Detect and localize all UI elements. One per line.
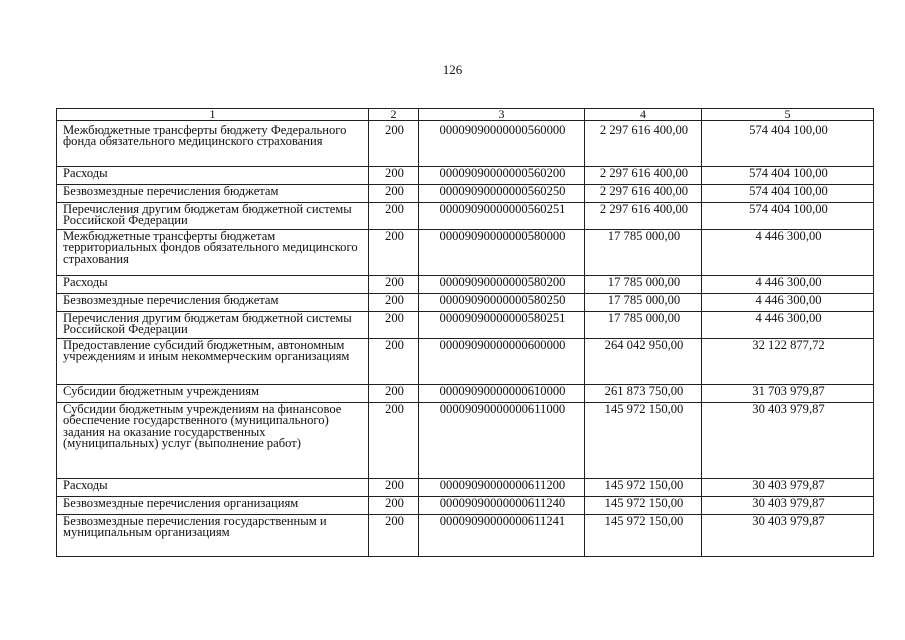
table-row [57, 121, 874, 167]
row-value-col4: 145 972 150,00 [585, 479, 702, 497]
row-csr-cell: 00009090000000611000 [419, 403, 585, 479]
row-value-col4: 145 972 150,00 [585, 515, 702, 557]
row-value-col4: 17 785 000,00 [585, 276, 702, 294]
table-row [57, 497, 874, 515]
row-code-cell: 200 [369, 403, 419, 479]
column-header: 2 [369, 109, 419, 121]
header-row [57, 109, 874, 121]
row-name-cell: Расходы [57, 276, 369, 294]
table-row [57, 185, 874, 203]
row-csr-cell: 00009090000000580250 [419, 294, 585, 312]
row-code-cell: 200 [369, 185, 419, 203]
table-row [57, 385, 874, 403]
row-value-col4: 17 785 000,00 [585, 294, 702, 312]
row-value-col5: 574 404 100,00 [702, 203, 874, 230]
row-code-cell: 200 [369, 385, 419, 403]
table-row [57, 294, 874, 312]
row-csr-cell: 00009090000000560200 [419, 167, 585, 185]
table-row [57, 403, 874, 479]
row-code-cell: 200 [369, 276, 419, 294]
table-row [57, 515, 874, 557]
row-code-cell: 200 [369, 203, 419, 230]
row-name-cell: Субсидии бюджетным учреждениям на финансовое обеспечение государственного (муниципального) задания на оказание государственных (муниципальных) услуг (выполнение работ) [57, 403, 369, 479]
row-name-cell: Субсидии бюджетным учреждениям [57, 385, 369, 403]
row-csr-cell: 00009090000000560250 [419, 185, 585, 203]
row-value-col4: 2 297 616 400,00 [585, 121, 702, 167]
row-value-col5: 30 403 979,87 [702, 497, 874, 515]
row-name-cell: Безвозмездные перечисления бюджетам [57, 294, 369, 312]
row-value-col5: 574 404 100,00 [702, 167, 874, 185]
row-csr-cell: 00009090000000600000 [419, 339, 585, 385]
row-code-cell: 200 [369, 515, 419, 557]
row-value-col4: 264 042 950,00 [585, 339, 702, 385]
row-name-cell: Предоставление субсидий бюджетным, автономным учреждениям и иным некоммерческим организациям [57, 339, 369, 385]
row-name-cell: Межбюджетные трансферты бюджетам территориальных фондов обязательного медицинского страхования [57, 230, 369, 276]
row-value-col5: 4 446 300,00 [702, 276, 874, 294]
page-number: 126 [442, 62, 463, 77]
row-value-col4: 145 972 150,00 [585, 497, 702, 515]
row-value-col4: 261 873 750,00 [585, 385, 702, 403]
row-value-col4: 2 297 616 400,00 [585, 203, 702, 230]
row-value-col4: 2 297 616 400,00 [585, 167, 702, 185]
row-name-cell: Безвозмездные перечисления бюджетам [57, 185, 369, 203]
row-csr-cell: 00009090000000560251 [419, 203, 585, 230]
row-code-cell: 200 [369, 294, 419, 312]
row-csr-cell: 00009090000000611241 [419, 515, 585, 557]
row-value-col4: 2 297 616 400,00 [585, 185, 702, 203]
table-row [57, 276, 874, 294]
row-value-col5: 30 403 979,87 [702, 515, 874, 557]
table-row [57, 230, 874, 276]
row-name-cell: Расходы [57, 167, 369, 185]
table-row [57, 167, 874, 185]
row-name-cell: Безвозмездные перечисления государственным и муниципальным организациям [57, 515, 369, 557]
row-value-col5: 4 446 300,00 [702, 230, 874, 276]
table-row [57, 312, 874, 339]
row-csr-cell: 00009090000000580251 [419, 312, 585, 339]
row-csr-cell: 00009090000000560000 [419, 121, 585, 167]
row-name-cell: Межбюджетные трансферты бюджету Федерального фонда обязательного медицинского страхования [57, 121, 369, 167]
row-name-cell: Перечисления другим бюджетам бюджетной системы Российской Федерации [57, 312, 369, 339]
table-row [57, 479, 874, 497]
row-name-cell: Перечисления другим бюджетам бюджетной системы Российской Федерации [57, 203, 369, 230]
table-row [57, 339, 874, 385]
row-code-cell: 200 [369, 121, 419, 167]
row-value-col5: 4 446 300,00 [702, 294, 874, 312]
row-csr-cell: 00009090000000610000 [419, 385, 585, 403]
row-code-cell: 200 [369, 497, 419, 515]
row-value-col5: 30 403 979,87 [702, 479, 874, 497]
table-row [57, 203, 874, 230]
row-name-cell: Безвозмездные перечисления организациям [57, 497, 369, 515]
column-header: 5 [702, 109, 874, 121]
row-value-col4: 17 785 000,00 [585, 312, 702, 339]
row-csr-cell: 00009090000000611240 [419, 497, 585, 515]
row-value-col4: 145 972 150,00 [585, 403, 702, 479]
row-value-col5: 31 703 979,87 [702, 385, 874, 403]
row-csr-cell: 00009090000000611200 [419, 479, 585, 497]
row-value-col5: 32 122 877,72 [702, 339, 874, 385]
row-value-col5: 4 446 300,00 [702, 312, 874, 339]
budget-table [56, 108, 874, 557]
row-code-cell: 200 [369, 167, 419, 185]
column-header: 3 [419, 109, 585, 121]
row-csr-cell: 00009090000000580200 [419, 276, 585, 294]
row-code-cell: 200 [369, 230, 419, 276]
row-value-col5: 574 404 100,00 [702, 121, 874, 167]
row-csr-cell: 00009090000000580000 [419, 230, 585, 276]
row-name-cell: Расходы [57, 479, 369, 497]
row-code-cell: 200 [369, 479, 419, 497]
row-code-cell: 200 [369, 312, 419, 339]
row-value-col4: 17 785 000,00 [585, 230, 702, 276]
row-code-cell: 200 [369, 339, 419, 385]
column-header: 4 [585, 109, 702, 121]
row-value-col5: 574 404 100,00 [702, 185, 874, 203]
row-value-col5: 30 403 979,87 [702, 403, 874, 479]
column-header: 1 [57, 109, 369, 121]
